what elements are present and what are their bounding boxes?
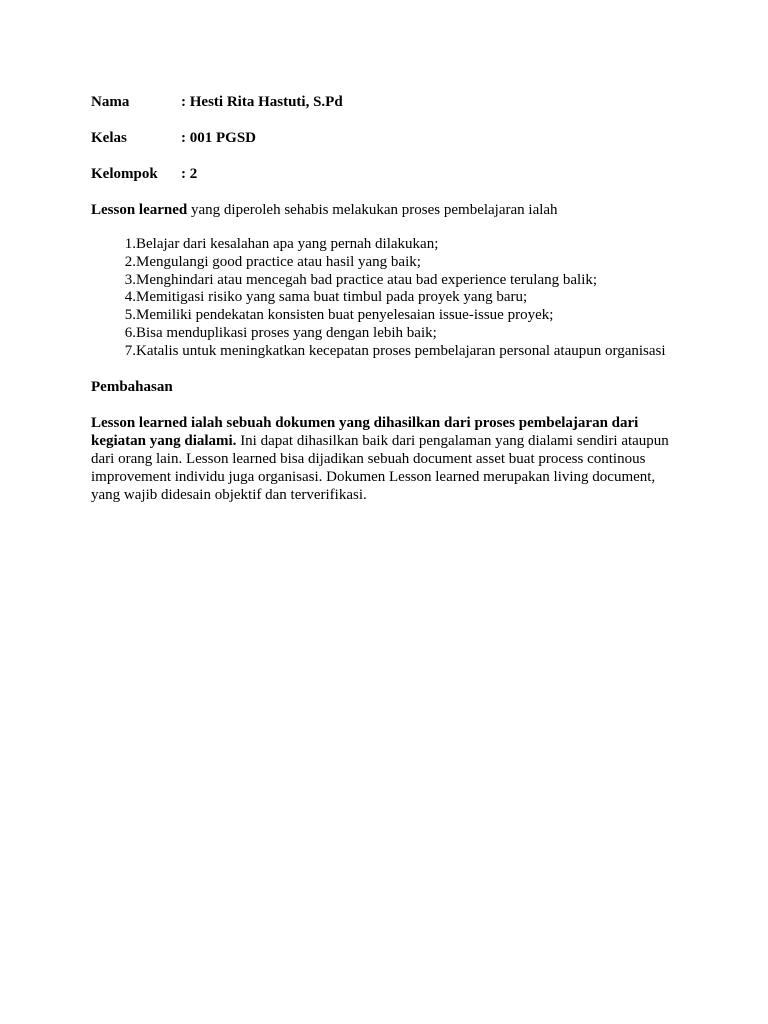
field-value: : Hesti Rita Hastuti, S.Pd	[181, 94, 343, 110]
field-value: : 001 PGSD	[181, 130, 256, 146]
field-row-nama	[91, 93, 691, 111]
list-number: 2.	[124, 253, 136, 270]
intro-text: yang diperoleh sehabis melakukan proses pembelajaran ialah	[187, 202, 558, 218]
discussion-bold: Lesson learned ialah sebuah dokumen yang dihasilkan dari proses pembelajaran dari kegiatan yang dialami.	[91, 414, 639, 449]
field-row-kelas	[91, 129, 691, 147]
document-page	[91, 93, 691, 504]
field-value: : 2	[181, 166, 198, 182]
list-item	[91, 235, 691, 253]
field-label: Kelas	[91, 130, 127, 146]
intro-bold: Lesson learned	[91, 202, 188, 218]
list-item	[91, 271, 691, 289]
list-item	[91, 288, 691, 306]
field-label: Nama	[91, 94, 130, 110]
list-number: 3.	[124, 271, 136, 288]
list-item-text: Belajar dari kesalahan apa yang pernah dilakukan;	[136, 236, 439, 252]
list-item-text: Memitigasi risiko yang sama buat timbul pada proyek yang baru;	[136, 289, 528, 306]
list-item	[91, 306, 691, 324]
section-heading: Pembahasan	[91, 378, 173, 395]
list-number: 1.	[124, 236, 136, 252]
list-item	[91, 324, 691, 342]
list-item-text: Mengulangi good practice atau hasil yang baik;	[136, 253, 421, 270]
list-number: 4.	[124, 289, 136, 306]
list-number: 6.	[124, 324, 136, 341]
list-item-text: Memiliki pendekatan konsisten buat penyelesaian issue-issue proyek;	[136, 307, 554, 324]
list-item	[91, 342, 691, 360]
field-row-kelompok	[91, 165, 691, 183]
list-item-text: Bisa menduplikasi proses yang dengan lebih baik;	[136, 324, 437, 341]
field-label: Kelompok	[91, 166, 158, 182]
list-number: 7.	[124, 342, 136, 359]
discussion-paragraph	[91, 414, 681, 504]
list-item	[91, 253, 691, 271]
list-number: 5.	[124, 307, 136, 324]
lessons-list	[91, 235, 691, 360]
discussion-text: Ini dapat dihasilkan baik dari pengalaman yang dialami sendiri ataupun dari orang lain. Lesson learned bisa dijadikan sebuah document asset buat process continous improvement individu juga organisasi. Dokumen Lesson learned merupakan living document, yang wajib didesain objektif dan terverifikasi.	[91, 432, 669, 503]
intro-paragraph	[91, 201, 691, 219]
list-item-text: Katalis untuk meningkatkan kecepatan proses pembelajaran personal ataupun organisasi	[136, 342, 666, 359]
list-item-text: Menghindari atau mencegah bad practice atau bad experience terulang balik;	[136, 271, 598, 288]
